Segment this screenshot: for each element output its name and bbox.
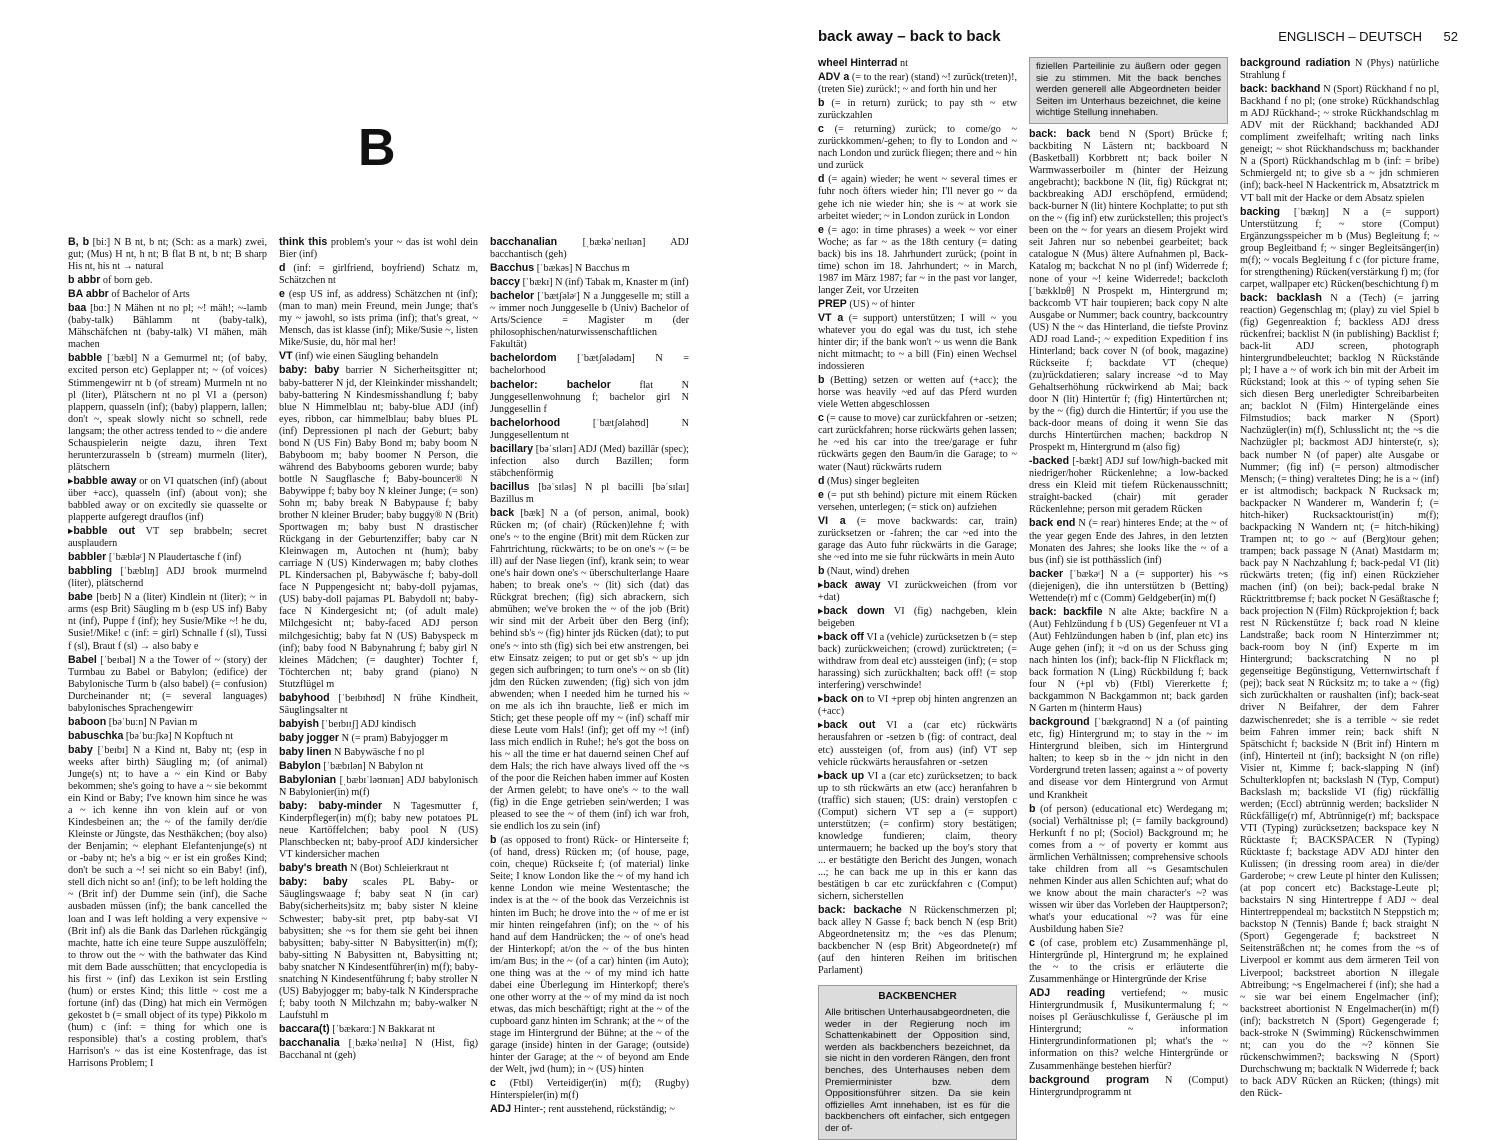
dictionary-entry xyxy=(490,481,689,506)
headword: baby jogger xyxy=(279,731,340,744)
dictionary-entry xyxy=(490,834,689,1076)
entry-text: b (Betting) setzen or wetten auf (+acc); the horse was heavily ~ed auf das Pferd wurden viele Wetten abgeschlossen xyxy=(818,374,1017,411)
dictionary-entry xyxy=(1029,606,1228,715)
dictionary-entry xyxy=(818,631,1017,692)
dictionary-entry xyxy=(279,350,478,363)
entry-text: VI a (= move backwards: car, train) zurücksetzen or -fahren; the car ~ed into the garage das Auto fuhr rückwärts in die Garage; she ~ed into me sie fuhr rückwärts in mein Auto xyxy=(818,514,1017,563)
headword: babe xyxy=(68,591,93,604)
headword: baccara(t) xyxy=(279,1022,330,1035)
entry-text: c (= returning) zurück; to come/go ~ zurückkommen/-gehen; to fly to London and ~ nach London und zurück fliegen; there and ~ hin und zurück xyxy=(818,123,1018,172)
dictionary-entry xyxy=(279,862,478,875)
dictionary-entry xyxy=(1029,568,1228,605)
backbencher-info-box xyxy=(818,985,1017,1139)
dictionary-column xyxy=(490,236,689,1116)
dictionary-entry xyxy=(818,312,1017,373)
headword: b xyxy=(818,97,825,110)
dictionary-entry xyxy=(1029,1074,1228,1099)
entry-text: ▸back off VI a (vehicle) zurücksetzen b (= step back) zurückweichen; (crowd) zurücktreten; (= withdraw from deal etc) aussteigen (inf); (= stop harassing) sich zurückhalten; back off! (= stop interfering) verschwinde! xyxy=(818,631,1017,692)
headword: bachelor: bachelor xyxy=(490,378,611,391)
entry-text: bachelor: bachelor flat N Junggesellenwohnung f; bachelor girl N Junggesellin f xyxy=(490,378,689,415)
headword: bacillary xyxy=(490,442,533,455)
headword: d xyxy=(818,474,825,487)
entry-text: baby: baby scales PL Baby- or Säuglingswaage f; baby seat N (in car) Baby(sicherheits)sitz m; baby sister N kleine Schwester; baby-sit pret, ptp baby-sat VI babysitten; she ~s for them sie geht bei ihnen babysitten; baby-sitter N Babysitter(in) m(f); baby-sitting N Babysitten nt, Babysitting nt; baby snatcher N Kindesentführer(in) m(f); baby-snatching N Kindesentführung f; baby stroller N (US) Babyjogger m; baby-talk N Kindersprache f; baby tooth N Milchzahn m; baby-walker N Laufstuhl m xyxy=(279,876,478,1021)
dictionary-entry xyxy=(490,276,689,289)
headword: wheel Hinterrad xyxy=(818,57,898,69)
headword: baby linen xyxy=(279,745,332,758)
headword: ADJ xyxy=(490,1103,512,1116)
section-label: ENGLISCH – DEUTSCH xyxy=(1278,29,1422,44)
entry-text: b (of person) (educational etc) Werdegang m; (social) Verhältnisse pl; (= family background) Herkunft f no pl; (Sociol) Background m; he comes from a ~ of poverty er kommt aus ärmlichen Verhältnissen; comprehensive schools take children from all ~s Gesamtschulen nehmen Kinder aus allen Schichten auf; what do we know about the main character's ~? was wissen wir über das Vorleben der Hauptperson?; what's your educational ~? was für eine Ausbildung haben Sie? xyxy=(1029,802,1228,936)
headword: VT a xyxy=(818,311,844,324)
dictionary-entry xyxy=(279,800,478,861)
dictionary-entry xyxy=(818,97,1017,122)
entry-text: d (= again) wieder; he went ~ several times er fuhr noch öfters wieder hin; I'll never go ~ da gehe ich nie wieder hin; she is ~ at work sie arbeitet wieder; ~ in London zurück in London xyxy=(818,173,1017,222)
headword: background program xyxy=(1029,1073,1149,1086)
dictionary-entry xyxy=(1029,517,1228,566)
dictionary-entry xyxy=(818,565,1017,578)
dictionary-entry xyxy=(818,298,1017,311)
headword: baby's breath xyxy=(279,862,348,875)
entry-text: baby: baby barrier N Sicherheitsgitter nt; baby-batterer N jd, der Kleinkinder misshandelt; baby-battering N Kindesmisshandlung f; baby blue N Himmelblau nt; baby-blue ADJ (inf) eyes, ribbon, car himmelblau; baby blues PL (inf) Depressionen pl nach der Geburt; baby bond N (US Fin) Baby Bond m; baby boom N Babyboom m; baby boomer N Person, die während des Babybooms geboren wurde; baby bottle N Saugflasche f; Baby-bouncer® N Babywippe f; baby boy N kleiner Junge; (= son) Sohn m; baby break N Babypause f; baby brother N kleiner Bruder; baby buggy® N (Brit) Sportwagen m; baby bust N drastischer Rückgang in der Geburtenziffer; baby car N Kleinwagen m, Autochen nt (hum); baby carriage N (US) Kinderwagen m; baby clothes PL Kindersachen pl, Babywäsche f; baby-doll face N Puppengesicht nt; baby-doll pyjamas, (US) baby-doll pajamas PL Babydoll nt; baby-face N Kindergesicht nt; (of adult male) Milchgesicht nt; baby-faced ADJ person milchgesichtig; baby fat N (US) Babyspeck m (inf); baby food N Babynahrung f; baby girl N kleines Mädchen; (= daughter) Tochter f, Töchterchen nt; baby grand (piano) N Stutzflügel m xyxy=(279,364,478,690)
entry-text: back: back bend N (Sport) Brücke f; backbiting N Lästern nt; backboard N (Basketball) Korbbrett nt; back boiler N Warmwasserboiler m (hinter der Heizung angebracht); backbone N (lit, fig) Rückgrat nt; backbreaking ADJ erschöpfend, ermüdend; back-burner N (lit) hintere Kochplatte; to put sth on the ~ (fig inf) etw zurückstellen; this project's been on the ~ for years an diesem Projekt wird seit Jahren nur so nebenbei gearbeitet; back catalogue N (Mus) ältere Aufnahmen pl, Back-Katalog m; backchat N no pl (inf) Widerrede f; none of your ~! keine Widerrede!; backcloth [ˈbækklɒθ] N Prospekt m, Hintergrund m; backcomb VT hair toupieren; back copy N alte Ausgabe or Nummer; back country, backcountry (US) N the ~ das Hinterland, die tiefste Provinz ADJ road Land-; ~ expedition Expedition f ins Hinterland; back cover N (of book, magazine) Rückseite f; backdate VT (cheque) (zu)rückdatieren; salary increase ~d to May Gehaltserhöhung rückwirkend ab Mai; back door N (lit) Hintertür f; (fig) Hintertürchen nt; by the ~ (fig) durch die Hintertür; if you use the back-door means of doing it wenn Sie das durchs Hintertürchen machen; backdrop N Prospekt m, Hintergrund m (also fig) xyxy=(1029,127,1228,454)
dictionary-entry xyxy=(279,760,478,773)
dictionary-column xyxy=(1240,57,1440,1099)
headword: Babylonian xyxy=(279,774,337,787)
entry-text: ▸babble away or on VI quatschen (inf) (about über +acc), quasseln (inf) (about von); she babbled away or on excitedly sie quasselte or plapperte aufgeregt drauflos (inf) xyxy=(68,474,267,524)
entry-text: Babylonian [ˌbæbɪˈlǝʊnɪǝn] ADJ babylonisch N Babylonier(in) m(f) xyxy=(279,774,478,799)
headword: back xyxy=(490,506,515,519)
headword: ADV a xyxy=(818,71,850,84)
entry-text: e (= put sth behind) picture mit einem Rücken versehen, unterlegen; (= stick on) aufziehen xyxy=(818,488,1017,513)
dictionary-entry xyxy=(68,744,267,1070)
entry-text: bachelorhood [ˈbætʃǝlǝhʊd] N Junggesellentum nt xyxy=(490,416,689,441)
entry-text: b abbr of born geb. xyxy=(68,274,153,287)
headword: e xyxy=(818,223,824,236)
entry-text: back: backfile N alte Akte; backfire N a (Aut) Fehlzündung f b (US) Gegenfeuer nt VI a (Aut) Fehlzündungen haben b (inf, plan etc) ins Auge gehen (inf); it ~d on us der Schuss ging nach hinten los (inf); back-flip N Flickflack m; back formation N (Ling) Rückbildung f; back four N (+pl vb) (Ftbl) Viererkette f; backgammon N Backgammon nt; back garden N Garten m (hinterm Haus) xyxy=(1029,605,1228,715)
dictionary-entry xyxy=(490,236,689,261)
dictionary-entry xyxy=(818,71,1017,96)
dictionary-entry xyxy=(68,475,267,524)
entry-text: ADJ reading vertiefend; ~ music Hintergrundmusik f, Musikuntermalung f; ~ noises pl Geräuschkulisse f, Geräusche pl im Hintergrund; ~ information Hintergrundinformationen pl; what's the ~ information on this? welche Hintergründe or Zusammenhänge bestehen hierfür? xyxy=(1029,987,1228,1072)
headword: baby: baby xyxy=(279,876,348,889)
headword: babuschka xyxy=(68,729,124,742)
headword: Babel xyxy=(68,653,97,666)
dictionary-entry xyxy=(1240,206,1439,291)
headword: e xyxy=(818,488,824,501)
dictionary-entry xyxy=(279,876,478,1022)
entry-text: back: backlash N a (Tech) (= jarring reaction) Gegenschlag m; (play) zu viel Spiel b (fig) Gegenreaktion f; backless ADJ dress rückenfrei; backlist N (in publishing) Backlist f; back-lit ADJ screen, photograph hintergrundbeleuchtet; backlog N Rückstände pl; I have a ~ of work ich bin mit der Arbeit im Rückstand; look at this ~ of typing sehen Sie sich diesen Berg unerledigter Schreibarbeiten an; backlot N (Film) Hintergelände eines Filmstudios; back marker N (Sport) Nachzügler(in) m(f), Schlusslicht nt; the ~s die Nachzügler pl; backmost ADJ hinterste(r, s); back number N (of paper) alte Ausgabe or Nummer; (fig inf) (= person) altmodischer Mensch; (= thing) veraltetes Ding; he is a ~ (inf) er ist altmodisch; backpack N Rucksack m; backpacker N Wanderer m, Wanderin f; (= hitch-hiker) Rucksacktourist(in) m(f); backpacking N Wandern nt; (= hitch-hiking) Trampen nt; to go ~ auf (Berg)tour gehen; trampen; back passage N (Anat) Mastdarm m; back pay N Nachzahlung f; back-pedal VI (lit) rückwärts treten; (fig inf) einen Rückzieher machen (inf) (on bei); back-pedal brake N Rücktrittbremse f; back pocket N Gesäßtasche f; back projection N (Film) Rückprojektion f; back rest N Rückenstütze f; back road N kleine Landstraße; back room N Hinterzimmer nt; back-room boy N (inf) Experte m im Hintergrund; backscratching N no pl gegenseitige Begünstigung, Vetternwirtschaft f (pej); back seat N Rücksitz m; to take a ~ (fig) sich zurückhalten or raushalten (inf); back-seat driver N Beifahrer, der dem Fahrer dazwischenredet; she is a terrible ~ sie redet beim Fahren immer rein; back shift N Spätschicht f; backside N (Brit inf) Hintern m (inf), Hinterteil nt (inf); backsight N (on rifle) Visier nt, Kimme f; back-slapping N (inf) Schulterklopfen nt; backslash N (Typ, Comput) Backslash m; backslide VI (fig) rückfällig werden; (Eccl) abtrünnig werden; backslider N Rückfällige(r) mf, Abtrünnige(r) mf; backspace VTI (Typing) zurücksetzen; backspace key N Rücktaste f; BACKSPACER N (Typing) Rücktaste f; backstage ADV ADJ hinter den Kulissen; (in dressing room area) in die/der Garderobe; ~ crew Leute pl hinter den Kulissen; (at pop concert etc) Backstage-Leute pl; backstairs N sing Hintertreppe f ADJ ~ deal Hintertreppendeal m; backstitch N Steppstich m; backstop N (Tennis) Bande f; back straight N (Sport) Gegengerade f; backstreet N Seitensträßchen nt; he comes from the ~s of Liverpool er kommt aus dem ärmeren Teil von Liverpool; backstreet abortion N illegale Abtreibung; ~s Engelmacherei f (inf); she had a ~ sie war bei einem Engelmacher (inf); backstreet abortionist N Engelmacher(in) m(f) (inf); backstretch N (Sport) Gegengerade f; back-stroke N (Swimming) Rückenschwimmen nt; can you do the ~? können Sie rückenschwimmen?; backswing N (Sport) Durchschwung m; backtalk N Widerrede f; back to back ADV Rücken an Rücken; (things) mit den Rück- xyxy=(1240,291,1440,1099)
entry-text: ADJ Hinter-; rent ausstehend, rückständig; ~ xyxy=(490,1103,675,1116)
entry-text: e (esp US inf, as address) Schätzchen nt (inf); (man to man) mein Freund, mein Junge; that's my ~ jawohl, so ists prima (inf); that's great, ~ Mensch, das ist klasse (inf); Mike/Susie ~, listen Mike/Susie, du, hör mal her! xyxy=(279,288,478,349)
dictionary-entry xyxy=(818,605,1017,630)
dictionary-entry xyxy=(1029,455,1228,516)
headword: baboon xyxy=(68,715,107,728)
dictionary-column xyxy=(68,236,267,1070)
entry-text: babble [ˈbæbl] N a Gemurmel nt; (of baby, excited person etc) Geplapper nt; ~ (of voices) Stimmengewirr nt b (of stream) Murmeln nt no pl (liter), Plätschern nt no pl VI a (person) plappern, quasseln (inf); (baby) plappern, lallen; don't ~, speak slowly nicht so schnell, rede langsam; the other actress tended to ~ die andere Schauspielerin neigte dazu, ihren Text herunterzurasseln b (stream) murmeln (liter), plätschern xyxy=(68,352,267,473)
headword: b abbr xyxy=(68,274,101,287)
entry-text: ▸back out VI a (car etc) rückwärts herausfahren or -setzen b (fig: of contract, deal etc) aussteigen (of, from aus) (inf) VT sep vehicle rückwärts herausfahren or -setzen xyxy=(818,719,1017,768)
info-box-text: fiziellen Parteilinie zu äußern oder gegen sie zu stimmen. Mit the back benches werden generell alle Abgeordneten beider Seiten im Unterhaus bezeichnet, die keine wichtige Stellung innehaben. xyxy=(1036,61,1221,119)
headword: b xyxy=(1029,802,1036,815)
entry-text: b (Naut, wind) drehen xyxy=(818,564,910,577)
entry-text: bachelordom [ˈbætʃǝlǝdǝm] N = bachelorhood xyxy=(490,352,689,377)
dictionary-column xyxy=(1029,57,1228,1098)
entry-text: baccara(t) [ˈbækǝrɑː] N Bakkarat nt xyxy=(279,1022,436,1035)
entry-text: baby: baby-minder N Tagesmutter f, Kinderpfleger(in) m(f); baby new potatoes PL neue Kartöffelchen; baby pool N (US) Planschbecken nt; baby-proof ADJ kindersicher VT kindersicher machen xyxy=(279,800,478,861)
entry-text: babe [beɪb] N a (liter) Kindlein nt (liter); ~ in arms (esp Brit) Säugling m b (esp US inf) Baby nt (inf), Puppe f (inf); hey Susie/Mike ~! he du, Susie!/Mike! c (inf: = girl) Schnalle f (sl), Tussi f (sl), Braut f (sl) → also baby e xyxy=(68,591,267,652)
entry-text: ▸back down VI (fig) nachgeben, klein beigeben xyxy=(818,605,1018,630)
dictionary-entry xyxy=(68,274,267,287)
page-number: 52 xyxy=(1443,29,1458,44)
entry-text: e (= ago: in time phrases) a week ~ vor einer Woche; as far ~ as the 18th century (= dating back) bis ins 18. Jahrhundert zurück; (point in time) schon im 18. Jahrhundert; ~ in March, 1987 im März 1987; far ~ in the past vor langer, langer Zeit, vor Urzeiten xyxy=(818,223,1017,296)
headword: baby: baby xyxy=(279,364,340,377)
headword: VI a xyxy=(818,514,846,527)
entry-text: d (Mus) singer begleiten xyxy=(818,474,920,487)
entry-text: backer [ˈbækǝʳ] N a (= supporter) his ~s (diejenigen), die ihn unterstützen b (Betting) Wettende(r) mf c (Comm) Geldgeber(in) m(f) xyxy=(1029,567,1228,604)
headword: bacchanalia xyxy=(279,1037,340,1049)
headword: background xyxy=(1029,716,1090,729)
dictionary-entry xyxy=(818,123,1017,172)
info-box-text: Alle britischen Unterhausabgeordneten, die weder in der Regierung noch im Schattenkabinett der Opposition sind, werden als backbenchers bezeichnet, da sie nicht in den vorderen Rängen, den front benches, des Unterhauses neben dem Premierminister bzw. dem Oppositionsführer sitzen. Da sie kein offizielles Amt innehaben, ist es für die backbenchers oft einfacher, sich entgegen der of- xyxy=(825,1007,1010,1134)
entry-text: bacillus [bǝˈsɪlǝs] N pl bacilli [bǝˈsɪlaɪ] Bazillus m xyxy=(490,480,689,505)
dictionary-entry xyxy=(818,412,1017,473)
headword: d xyxy=(279,262,286,275)
dictionary-entry xyxy=(1240,57,1439,82)
dictionary-entry xyxy=(490,507,689,833)
dictionary-entry xyxy=(818,693,1017,718)
entry-text: c (Ftbl) Verteidiger(in) m(f); (Rugby) Hinterspieler(in) m(f) xyxy=(490,1077,689,1102)
headword: baa xyxy=(68,302,87,315)
entry-text: bachelor [ˈbætʃǝlǝʳ] N a Junggeselle m; still a ~ immer noch Junggeselle b (Univ) Bachelor of Arts/Science = Magister m (der philosophischen/naturwissenschaftlichen Fakultät) xyxy=(490,290,689,351)
entry-text: b (as opposed to front) Rück- or Hinterseite f; (of hand, dress) Rücken m; (of house, page, coin, cheque) Rückseite f; (of material) linke Seite; I know London like the ~ of my hand ich kenne London wie meine Westentasche; the index is at the ~ of the book das Verzeichnis ist hinten im Buch; he drove into the ~ of me er ist mir hinten reingefahren (inf); on the ~ of his hand auf dem Handrücken; the ~ of one's head der Hinterkopf; at/on the ~ of the bus hinten im/am Bus; in the ~ (of a car) hinten (im Auto); one thing was at the ~ of my mind ich hatte dabei eine Überlegung im Hinterkopf; there's one other worry at the ~ of my mind da ist noch etwas, das mich beschäftigt; right at the ~ of the cupboard ganz hinten im Schrank; at the ~ of the stage im Hintergrund der Bühne; at the ~ of the garage (inside) hinten in der Garage; (outside) hinter der Garage; at the ~ of beyond am Ende der Welt, jwd (hum); in ~ (US) hinten xyxy=(490,834,689,1076)
dictionary-entry xyxy=(279,774,478,799)
dictionary-entry xyxy=(279,1037,478,1062)
dictionary-column xyxy=(279,236,478,1062)
dictionary-entry xyxy=(490,417,689,442)
entry-text: BA abbr of Bachelor of Arts xyxy=(68,288,190,301)
entry-text: Babylon [ˈbæbɪlǝn] N Babylon nt xyxy=(279,759,424,772)
info-box-continuation xyxy=(1029,57,1228,124)
dictionary-entry xyxy=(68,591,267,652)
entry-text: babyhood [ˈbeɪbɪhʊd] N frühe Kindheit, Säuglingsalter nt xyxy=(279,691,478,716)
dictionary-entry xyxy=(1029,128,1228,454)
dictionary-entry xyxy=(68,565,267,590)
dictionary-entry xyxy=(279,718,478,731)
headword: PREP xyxy=(818,297,847,310)
entry-text: baa [bɑː] N Mähen nt no pl; ~! mäh!; ~-lamb (baby-talk) Bählamm nt (baby-talk), Mähschäfchen nt (baby-talk) VI mähen, mäh machen xyxy=(68,302,267,351)
entry-text: b (= in return) zurück; to pay sth ~ etw zurückzahlen xyxy=(818,97,1017,122)
dictionary-entry xyxy=(490,352,689,377)
headword: bacchanalian xyxy=(490,236,558,248)
dictionary-entry xyxy=(818,224,1017,297)
entry-text: background radiation N (Phys) natürliche Strahlung f xyxy=(1240,57,1439,82)
column-entries xyxy=(1029,128,1228,1099)
dictionary-entry xyxy=(68,236,267,273)
headword: ADJ reading xyxy=(1029,987,1106,1000)
dictionary-entry xyxy=(279,236,478,261)
entry-text: baby [ˈbeɪbɪ] N a Kind nt, Baby nt; (esp in weeks after birth) Säugling m; (of animal) Junge(s) nt; to have a ~ ein Kind or Baby bekommen; she's going to have a ~ sie bekommt ein Kind or Baby; I've known him since he was a ~ ich kenne ihn von klein auf or von Kindesbeinen an; the ~ of the family der/die Kleinste or Jüngste, das Nesthäkchen; (boy also) der Benjamin; ~ elephant Elefantenjunge(s) nt or -baby nt; he's a big ~ er ist ein großes Kind; don't be such a ~! sei nicht so ein Baby! (inf), stell dich nicht so an! (inf); to be left holding the ~ (Brit inf) der Dumme sein (inf), die Sache ausbaden müssen (inf); the bank cancelled the loan and I was left holding a very expensive ~ (Brit inf) als die Bank das Darlehen rückgängig machte, hatte ich eine teure Suppe auszulöffeln; to throw out the ~ with the bathwater das Kind mit dem Bade ausschütten; that encyclopedia is his first ~ (inf) das Lexikon ist sein Erstling (hum) or erstes Kind; this little ~ cost me a fortune (inf) das (Ding) hat mich ein Vermögen gekostet b (= small object of its type) Pikkolo m (hum) c (inf: = thing for which one is responsible) that's a costing problem, that's Harrison's ~ das ist eine Kostenfrage, das ist Harrisons Problem; I xyxy=(68,743,267,1070)
dictionary-entry xyxy=(490,1077,689,1102)
entry-text: Babel [ˈbeɪbǝl] N a the Tower of ~ (story) der Turmbau zu Babel or Babylon; (edifice) der Babylonische Turm b (also babel) (= confusion) Durcheinander nt; (= several languages) babylonisches Sprachengewirr xyxy=(68,653,267,714)
entry-text: baby jogger N (= pram) Babyjogger m xyxy=(279,731,449,744)
dictionary-entry xyxy=(818,475,1017,488)
dictionary-entry xyxy=(490,443,689,480)
headword: ▸back on xyxy=(818,693,864,706)
dictionary-entry xyxy=(68,730,267,743)
entry-text: bacillary [bǝˈsɪlǝrɪ] ADJ (Med) bazillär (spec); infection also durch Bazillen; form stäbchenförmig xyxy=(490,442,689,479)
dictionary-entry xyxy=(68,352,267,473)
dictionary-entry xyxy=(68,288,267,301)
dictionary-entry xyxy=(279,364,478,690)
dictionary-entry xyxy=(818,904,1017,977)
right-page xyxy=(750,0,1500,1134)
headword: babbler xyxy=(68,551,107,564)
headword: ▸back out xyxy=(818,719,876,732)
entry-text: -backed [-bækt] ADJ suf low/high-backed mit niedriger/hoher Rückenlehne; a low-backed dress ein Kleid mit tiefem Rückenausschnitt; straight-backed (chair) mit gerader Rückenlehne; person mit geradem Rücken xyxy=(1029,455,1228,516)
headword: babyish xyxy=(279,717,320,730)
entry-text: PREP (US) ~ of hinter xyxy=(818,297,915,310)
dictionary-entry xyxy=(1029,937,1228,986)
dictionary-column xyxy=(818,57,1018,1134)
entry-text: babbling [ˈbæblɪŋ] ADJ brook murmelnd (liter), plätschernd xyxy=(68,565,267,590)
headword: Babylon xyxy=(279,759,321,772)
headword: c xyxy=(1029,937,1035,950)
dictionary-entry xyxy=(818,579,1017,604)
dictionary-entry xyxy=(818,719,1017,768)
entry-text: ▸babble out VT sep brabbeln; secret ausplaudern xyxy=(68,525,267,550)
dictionary-entry xyxy=(1029,987,1228,1072)
entry-text: babuschka [bǝˈbuːʃkǝ] N Kopftuch nt xyxy=(68,729,234,742)
entry-text: bacchanalia [ˌbækǝˈneɪlɪǝ] N (Hist, fig) Bacchanal nt (geh) xyxy=(279,1037,478,1062)
headword: back: backache xyxy=(818,904,902,917)
headword: bachelor xyxy=(490,290,535,303)
headword: back end xyxy=(1029,517,1076,530)
entry-text: VT (inf) wie einen Säugling behandeln xyxy=(279,350,439,363)
headword: ▸back down xyxy=(818,605,885,618)
dictionary-entry xyxy=(279,1023,478,1036)
headword: c xyxy=(490,1077,496,1090)
dictionary-entry xyxy=(68,525,267,550)
headword: ▸babble out xyxy=(68,525,136,538)
entry-text: baccy [ˈbækɪ] N (inf) Tabak m, Knaster m (inf) xyxy=(490,276,689,289)
headword: BA abbr xyxy=(68,288,109,301)
dictionary-entry xyxy=(1240,292,1439,1100)
entry-text: c (of case, problem etc) Zusammenhänge pl, Hintergründe pl, Hintergrund m; he explained the ~ to the crisis er erläuterte die Zusammenhänge or Hintergründe der Krise xyxy=(1029,937,1228,986)
headword: baby: baby-minder xyxy=(279,800,383,813)
dictionary-entry xyxy=(279,288,478,349)
dictionary-entry xyxy=(490,379,689,416)
headword: ▸back away xyxy=(818,578,881,591)
headword: baccy xyxy=(490,276,521,289)
dictionary-entry xyxy=(818,489,1017,514)
dictionary-entry xyxy=(1029,716,1228,801)
headword: Bacchus xyxy=(490,262,535,275)
left-page xyxy=(0,0,750,1116)
dictionary-entry xyxy=(68,551,267,564)
entry-text: babbler [ˈbæblǝʳ] N Plaudertasche f (inf) xyxy=(68,551,242,564)
dictionary-entry xyxy=(68,654,267,715)
info-box-title: BACKBENCHER xyxy=(878,991,957,1003)
dictionary-entry xyxy=(818,173,1017,222)
dictionary-entry xyxy=(279,732,478,745)
entry-text: background [ˈbækgraʊnd] N a (of painting etc, fig) Hintergrund m; to stay in the ~ im Hintergrund bleiben, sich im Hintergrund halten; to keep sb in the ~ jdn nicht in den Vordergrund treten lassen; against a ~ of poverty and disease vor dem Hintergrund von Armut und Krankheit xyxy=(1029,716,1228,801)
entry-text: baby's breath N (Bot) Schleierkraut nt xyxy=(279,862,449,875)
entry-text: B, b [biː] N B nt, b nt; (Sch: as a mark) zwei, gut; (Mus) H nt, h nt; B flat B nt, b nt; B sharp His nt, his nt → natural xyxy=(68,236,267,273)
headword: b xyxy=(818,374,825,387)
headword: backing xyxy=(1240,205,1281,218)
dictionary-entry xyxy=(279,692,478,717)
dictionary-entry xyxy=(818,515,1017,564)
entry-text: Bacchus [ˈbækǝs] N Bacchus m xyxy=(490,262,630,275)
dictionary-entry xyxy=(279,262,478,287)
entry-text: ADV a (= to the rear) (stand) ~! zurück(treten)!, (treten Sie) zurück!; ~ and forth hin und her xyxy=(818,71,1018,96)
entry-text: bacchanalian [ˌbækǝˈneɪlɪǝn] ADJ bacchantisch (geh) xyxy=(490,236,689,261)
headword: e xyxy=(279,288,285,301)
dictionary-entry xyxy=(279,746,478,759)
headword: VT xyxy=(279,350,293,363)
entry-text: background program N (Comput) Hintergrundprogramm nt xyxy=(1029,1073,1228,1098)
headword: c xyxy=(818,123,824,136)
entry-text: back [bæk] N a (of person, animal, book) Rücken m; (of chair) (Rücken)lehne f; with one's ~ to the engine (Brit) mit dem Rücken zur Fahrtrichtung, rückwärts; to be on one's ~ (= be ill) auf der Nase liegen (inf), krank sein; to wear one's hair down one's ~ überschulterlange Haare haben; to break one's ~ (lit) sich (dat) das Rückgrat brechen; (fig) sich abrackern, sich abmühen; we've broken the ~ of the job (Brit) wir sind mit der Arbeit über den Berg (inf); behind sb's ~ (fig) hinter jds Rücken (dat); to put one's ~ into sth (fig) sich bei etw anstrengen, bei etw Einsatz zeigen; to put or get sb's ~ up jdn gegen sich aufbringen; to turn one's ~ on sb (lit) jdm den Rücken zuwenden; (fig) sich von jdm abwenden; when I needed him he turned his ~ on me als ich ihn brauchte, ließ er mich im Stich; get these people off my ~ (inf) schaff mir diese Leute vom Hals! (inf); get off my ~! (inf) lass mich endlich in Ruhe!; he's got the boss on his ~ all the time er hat dauernd seinen Chef auf dem Hals; the rich have always lived off the ~s of the poor die Reichen haben immer auf Kosten der Armen gelebt; to have one's ~ to the wall (fig) in die Enge getrieben sein/werden; I was pleased to see the ~ of them (inf) ich war froh, sie endlich los zu sein (inf) xyxy=(490,506,689,833)
headword: -backed xyxy=(1029,455,1070,468)
headword: c xyxy=(818,412,824,425)
entry-text: wheel Hinterrad nt xyxy=(818,57,908,69)
dictionary-entry xyxy=(490,262,689,275)
headword: back: backhand xyxy=(1240,83,1321,96)
headword: back: back xyxy=(1029,127,1091,140)
dictionary-entry xyxy=(818,374,1017,411)
entry-text: c (= cause to move) car zurückfahren or -setzen; cart zurückfahren; horse rückwärts gehen lassen; he ~ed his car into the tree/garage er fuhr rückwärts gegen den Baum/in die Garage; to ~ water (Naut) rückwärts rudern xyxy=(818,412,1017,473)
dictionary-entry xyxy=(68,716,267,729)
headword: bachelorhood xyxy=(490,416,561,429)
entry-text: d (inf: = girlfriend, boyfriend) Schatz m, Schätzchen nt xyxy=(279,262,478,287)
dictionary-entry xyxy=(1029,803,1228,937)
headword: background radiation xyxy=(1240,57,1351,69)
headword: babbling xyxy=(68,565,113,578)
dictionary-entry xyxy=(490,290,689,351)
headword: d xyxy=(818,173,825,186)
dictionary-entry xyxy=(818,57,1017,70)
entry-text: backing [ˈbækɪŋ] N a (= support) Unterstützung f; ~ store (Comput) Ergänzungsspeicher m b (Mus) Begleitung f; ~ group Begleitband f; ~ singer Begleitsänger(in) m(f); ~ vocals Begleitung f c (for picture frame, for strengthening) Rücken(verstärkung f) m; (for carpet, wallpaper etc) Rücken(beschichtung f) m xyxy=(1240,205,1439,290)
headword: ▸babble away xyxy=(68,474,137,487)
column-entries xyxy=(818,57,1017,977)
dictionary-entry xyxy=(68,302,267,351)
dictionary-entry xyxy=(490,1103,689,1116)
running-head xyxy=(818,28,1458,48)
dictionary-entry xyxy=(1240,83,1439,204)
headword: B, b xyxy=(68,236,90,248)
entry-text: baby linen N Babywäsche f no pl xyxy=(279,745,425,758)
headword: b xyxy=(490,834,497,847)
entry-text: babyish [ˈbeɪbɪɪʃ] ADJ kindisch xyxy=(279,717,417,730)
headword: bachelordom xyxy=(490,352,557,365)
headword: babble xyxy=(68,352,103,365)
entry-text: ▸back on to VI +prep obj hinten angrenzen an (+acc) xyxy=(818,693,1017,718)
section-letter: B xyxy=(358,119,396,177)
headword: ▸back up xyxy=(818,769,865,782)
headword: backer xyxy=(1029,567,1064,580)
headword: back: backfile xyxy=(1029,605,1103,618)
entry-text: VT a (= support) unterstützen; I will ~ you whatever you do egal was du tust, ich stehe hinter dir; if the bank won't ~ us wenn die Bank nicht mitmacht; to ~ a bill (Fin) einen Wechsel indossieren xyxy=(818,311,1018,373)
headword: bacillus xyxy=(490,480,530,493)
headword: think this xyxy=(279,236,328,248)
entry-text: think this problem's your ~ das ist wohl dein Bier (inf) xyxy=(279,236,478,261)
dictionary-entry xyxy=(818,770,1017,904)
entry-text: ▸back away VI zurückweichen (from vor +dat) xyxy=(818,578,1017,603)
headword: ▸back off xyxy=(818,631,864,644)
headword: babyhood xyxy=(279,691,330,704)
entry-text: back: backhand N (Sport) Rückhand f no pl, Backhand f no pl; (one stroke) Rückhandschlag m ADJ Rückhand-; ~ stroke Rückhandschlag m ADV mit der Rückhand; backhanded ADJ compliment zweifelhaft; writing nach links geneigt; ~ shot Rückhandschuss m; backhander N a (Sport) Rückhandschlag m b (inf: = bribe) Schmiergeld nt; to give sb a ~ jdn schmieren (inf); back-heel N Hackentrick m, Absatztrick m VT ball mit der Hacke or dem Absatz spielen xyxy=(1240,83,1440,204)
entry-text: back: backache N Rückenschmerzen pl; back alley N Gasse f; back bench N (esp Brit) Abgeordnetensitz m; the ~es das Plenum; backbencher N (esp Brit) Abgeordnete(r) mf (auf den hinteren Reihen im britischen Parlament) xyxy=(818,904,1017,977)
entry-text: baboon [bǝˈbuːn] N Pavian m xyxy=(68,715,198,728)
headword: back: backlash xyxy=(1240,291,1322,304)
entry-text: ▸back up VI a (car etc) zurücksetzen; to back up to sth rückwärts an etw (acc) heranfahren b (traffic) sich stauen; (US: drain) verstopfen c (Comput) sichern VT sep a (= support) unterstützen; (= confirm) story bestätigen; knowledge fundieren; claim, theory untermauern; he backed up the boy's story that ... er bestätigte den Bericht des Jungen, wonach ...; he can back me up in this er kann das bestätigen b car etc zurückfahren c (Comput) sichern, sicherstellen xyxy=(818,769,1017,903)
running-head-words: back away – back to back xyxy=(818,28,1001,45)
headword: baby xyxy=(68,743,93,756)
headword: b xyxy=(818,564,825,577)
entry-text: back end N (= rear) hinteres Ende; at the ~ of the year gegen Ende des Jahres, in den letzten Monaten des Jahres; she looks like the ~ of a bus (inf) sie ist potthässlich (inf) xyxy=(1029,517,1228,566)
